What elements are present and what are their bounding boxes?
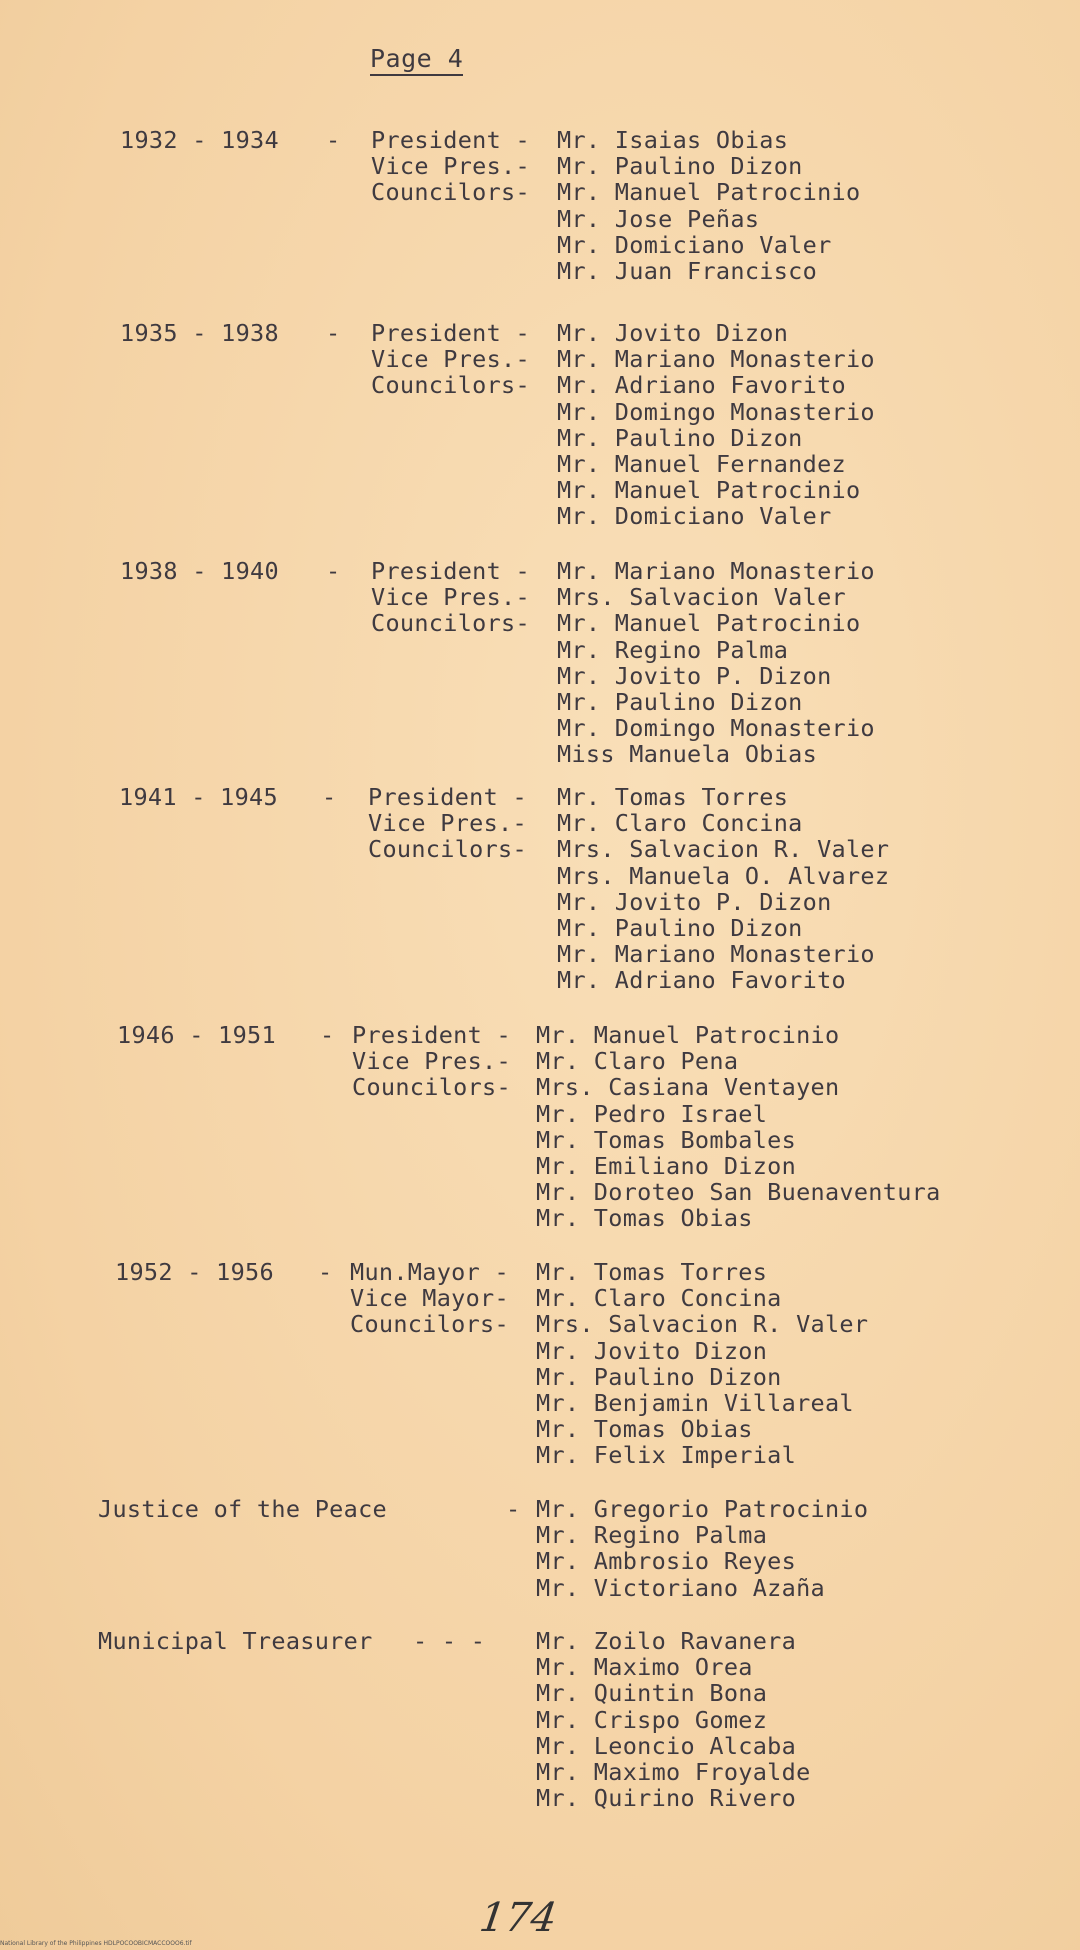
official-name: Mr. Paulino Dizon xyxy=(557,688,803,716)
official-name: Mr. Isaias Obias xyxy=(557,126,789,154)
office-title: Municipal Treasurer xyxy=(98,1627,373,1655)
official-name: Mr. Leoncio Alcaba xyxy=(536,1731,797,1760)
official-name: Mr. Regino Palma xyxy=(536,1521,768,1550)
term-period: 1935 - 1938 xyxy=(120,319,279,347)
official-name: Mr. Claro Concina xyxy=(557,809,803,838)
term-dash: - xyxy=(318,1258,333,1286)
office-role-label: Vice Mayor- xyxy=(350,1284,509,1313)
term-period: 1938 - 1940 xyxy=(120,557,279,585)
official-name: Mr. Paulino Dizon xyxy=(557,423,803,452)
term-dash: - xyxy=(326,557,341,585)
office-role-label: Vice Pres.- xyxy=(368,809,527,838)
office-role-label: Councilors- xyxy=(371,609,530,638)
term-dash: - xyxy=(322,783,337,811)
official-name: Mr. Tomas Obias xyxy=(536,1204,753,1233)
term-period: 1952 - 1956 xyxy=(115,1258,274,1286)
official-name: Mr. Mariano Monasterio xyxy=(557,557,875,585)
office-dash: - xyxy=(506,1495,521,1523)
term-dash: - xyxy=(326,126,341,154)
official-name: Mr. Domiciano Valer xyxy=(557,230,832,259)
official-name: Mr. Felix Imperial xyxy=(536,1441,797,1470)
office-role-label: Councilors- xyxy=(371,371,530,400)
official-name: Mr. Ambrosio Reyes xyxy=(536,1547,797,1576)
official-name: Mr. Emiliano Dizon xyxy=(536,1152,797,1180)
official-name: Mr. Victoriano Azaña xyxy=(536,1573,825,1602)
official-name: Mr. Paulino Dizon xyxy=(557,152,803,181)
term-period: 1946 - 1951 xyxy=(117,1021,276,1049)
official-name: Mr. Adriano Favorito xyxy=(557,371,846,400)
official-name: Mr. Claro Concina xyxy=(536,1284,782,1313)
official-name: Mr. Paulino Dizon xyxy=(536,1362,782,1391)
official-name: Mr. Zoilo Ravanera xyxy=(536,1627,797,1655)
official-name: Mr. Gregorio Patrocinio xyxy=(536,1495,869,1523)
official-name: Mr. Jovito P. Dizon xyxy=(557,661,832,690)
official-name: Mr. Domingo Monasterio xyxy=(557,397,875,426)
official-name: Mr. Manuel Patrocinio xyxy=(536,1021,840,1049)
office-dash: - - - xyxy=(413,1627,486,1655)
official-name: Mr. Domingo Monasterio xyxy=(557,714,875,743)
term-dash: - xyxy=(326,319,341,347)
official-name: Mr. Manuel Fernandez xyxy=(557,450,846,478)
official-name: Mr. Tomas Torres xyxy=(536,1258,768,1286)
official-name: Mr. Mariano Monasterio xyxy=(557,940,875,969)
official-name: Mr. Crispo Gomez xyxy=(536,1705,768,1734)
official-name: Miss Manuela Obias xyxy=(557,740,818,769)
official-name: Mr. Manuel Patrocinio xyxy=(557,178,861,207)
official-name: Mr. Paulino Dizon xyxy=(557,914,803,942)
office-role-label: Councilors- xyxy=(368,835,527,864)
official-name: Mr. Manuel Patrocinio xyxy=(557,609,861,638)
official-name: Mrs. Salvacion R. Valer xyxy=(557,835,890,864)
official-name: Mr. Jovito P. Dizon xyxy=(557,887,832,916)
office-role-label: President - xyxy=(352,1021,511,1049)
official-name: Mr. Mariano Monasterio xyxy=(557,345,875,374)
official-name: Mrs. Salvacion R. Valer xyxy=(536,1310,869,1339)
official-name: Mr. Jose Peñas xyxy=(557,204,760,233)
office-role-label: Vice Pres.- xyxy=(371,583,530,612)
term-period: 1932 - 1934 xyxy=(120,126,279,154)
official-name: Mr. Quirino Rivero xyxy=(536,1784,797,1813)
office-role-label: Vice Pres.- xyxy=(352,1047,511,1076)
office-role-label: President - xyxy=(371,557,530,585)
office-role-label: Councilors- xyxy=(371,178,530,207)
office-role-label: President - xyxy=(368,783,527,811)
official-name: Mrs. Salvacion Valer xyxy=(557,583,846,612)
office-role-label: Councilors- xyxy=(350,1310,509,1339)
official-name: Mr. Maximo Orea xyxy=(536,1653,753,1682)
official-name: Mr. Quintin Bona xyxy=(536,1679,768,1708)
official-name: Mr. Tomas Obias xyxy=(536,1415,753,1444)
official-name: Mr. Tomas Torres xyxy=(557,783,789,811)
official-name: Mr. Pedro Israel xyxy=(536,1099,768,1128)
official-name: Mr. Jovito Dizon xyxy=(536,1336,768,1365)
term-period: 1941 - 1945 xyxy=(119,783,278,811)
official-name: Mr. Jovito Dizon xyxy=(557,319,789,347)
office-title: Justice of the Peace xyxy=(98,1495,387,1523)
official-name: Mr. Tomas Bombales xyxy=(536,1125,797,1154)
official-name: Mr. Adriano Favorito xyxy=(557,966,846,995)
official-name: Mrs. Manuela O. Alvarez xyxy=(557,861,890,890)
official-name: Mr. Juan Francisco xyxy=(557,257,818,285)
official-name: Mr. Benjamin Villareal xyxy=(536,1389,854,1417)
official-name: Mr. Claro Pena xyxy=(536,1047,739,1076)
archive-footer: National Library of the Philippines HDLPOCOOBICMACCOOO6.tif xyxy=(0,1940,192,1947)
office-role-label: Councilors- xyxy=(352,1073,511,1102)
office-role-label: President - xyxy=(371,126,530,154)
office-role-label: Mun.Mayor - xyxy=(350,1258,509,1286)
office-role-label: Vice Pres.- xyxy=(371,345,530,374)
official-name: Mr. Manuel Patrocinio xyxy=(557,476,861,505)
handwritten-page-number: 174 xyxy=(476,1895,560,1941)
official-name: Mr. Regino Palma xyxy=(557,635,789,664)
page-title: Page 4 xyxy=(370,44,463,76)
official-name: Mrs. Casiana Ventayen xyxy=(536,1073,840,1102)
term-dash: - xyxy=(320,1021,335,1049)
official-name: Mr. Maximo Froyalde xyxy=(536,1758,811,1786)
office-role-label: Vice Pres.- xyxy=(371,152,530,181)
official-name: Mr. Doroteo San Buenaventura xyxy=(536,1178,941,1207)
official-name: Mr. Domiciano Valer xyxy=(557,502,832,531)
office-role-label: President - xyxy=(371,319,530,347)
